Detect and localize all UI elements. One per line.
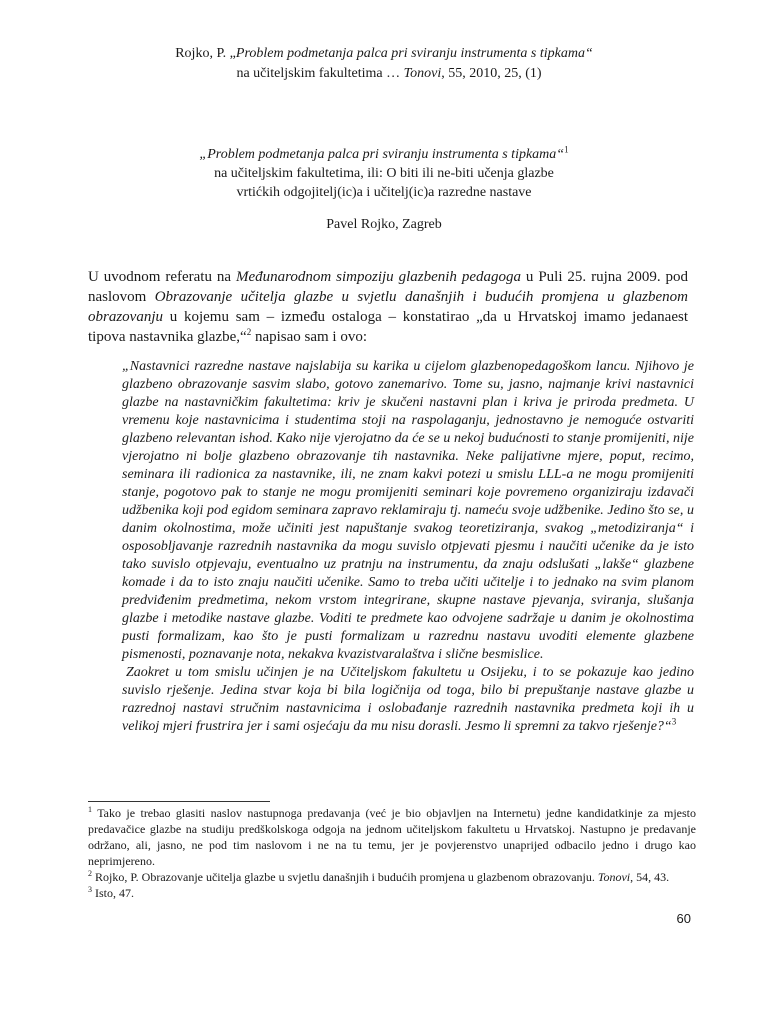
footnote-separator bbox=[88, 801, 270, 802]
title-line-1: „Problem podmetanja palca pri sviranju instrumenta s tipkama“$^1$ bbox=[199, 144, 569, 162]
title-line-2: na učiteljskim fakultetima, ili: O biti ili ne-biti učenja glazbe bbox=[214, 166, 554, 181]
footnote-ref-2[interactable]: 2 bbox=[246, 327, 252, 337]
footnote-1: $^1$ Tako je trebao glasiti naslov nastupnoga predavanja (već je bio objavljen na Internetu) jedne kandidatkinje za mjesto predavačice glazbe na studiju predškolskoga odgoja na jednom učiteljskom fakultetu u Hrvatskoj. Nastupno je predavanje održano, ali, jasno, ne pod tim naslovom i ne na tu temu, jer je povjerenstvo unaprijed odbacilo jedno i drugo kao neprimjereno. bbox=[88, 805, 696, 868]
running-header bbox=[0, 44, 768, 84]
quote-paragraph-1: „Nastavnici razredne nastave najslabija su karika u cijelom glazbenopedagoškom lancu. Njihovo je glazbeno obrazovanje sasvim slabo, gotovo zanemarivo. Tome su, jasno, najmanje krivi nastavnici glazbe na nastavničkim fakultetima: kriv je skučeni nastavni plan i kriva je priroda predmeta. U vremenu koje nastavnicima i studentima stoji na raspolaganju, jednostavno je nemoguće ostvariti glazbeno relevantan ishod. Kako nije vjerojatno da će se u nekoj budućnosti to stanje promijeniti, nije vjerojatno ni bolje glazbeno obrazovanje tih nastavnika. Neke palijativne mjere, poput, recimo, seminara ili radionica za nastavnike, ili, ne znam kakvi potezi u smislu LLL-a ne mogu promijeniti stanje, pogotovo pak to stanje ne mogu promijeniti seminari koje povremeno organiziraju izdavači udžbenika koji pod egidom seminara zapravo reklamiraju tj. nameću svoje udžbenike. Jedino što se, u danim okolnostima, može učiniti jest napuštanje svakog teoretiziranja, svakog „metodiziranja“ i osposobljavanje razrednih nastavnika da mogu suvislo otpjevati pjesmu i naučiti učenike da je isto tako suvislo otpjevaju, eventualno uz pratnju na instrumentu, da znaju odslušati „lakše“ glazbene komade i da to isto znaju naučiti učenike. Samo to treba učiti učitelje i to jednako na svim planom predviđenim predmetima, nekom vrstom integrirane, skupne nastave pjevanja, sviranja, slušanja glazbe i metodike nastave glazbe. Voditi te predmete kao odvojene sadržaje u danim je okolnostima pusti formalizam, kao što je pusti formalizam u razrednu nastavu uvoditi elemente glazbene pismenosti, poznavanje nota, nekakva kvazistvaralaštva i slične besmislice. bbox=[122, 359, 694, 662]
article-title bbox=[0, 145, 768, 202]
running-header-journal: Tonovi bbox=[403, 66, 442, 81]
intro-paragraph: U uvodnom referatu na Međunarodnom simpoziju glazbenih pedagoga u Puli 25. rujna 2009. pod naslovom Obrazovanje učitelja glazbe u svjetlu današnjih i budućih promjena u glazbenom obrazovanju u kojemu sam – između ostaloga – konstatirao „da u Hrvatskoj imamo jedanaest tipova nastavnika glazbe,“$^2$ napisao sam i ovo: bbox=[88, 269, 689, 345]
running-header-line-2: na učiteljskim fakultetima … Tonovi, 55, 2010, 25, (1) bbox=[236, 66, 542, 81]
footnotes bbox=[88, 805, 696, 901]
author-line: Pavel Rojko, Zagreb bbox=[326, 217, 442, 232]
footnote-ref-3[interactable]: 3 bbox=[671, 716, 677, 727]
block-quote bbox=[122, 358, 694, 736]
page-number: 60 bbox=[676, 911, 691, 926]
footnote-3: $^3$ Isto, 47. bbox=[88, 885, 134, 900]
footnote-2: $^2$ Rojko, P. Obrazovanje učitelja glazbe u svjetlu današnjih i budućih promjena u glazbenom obrazovanju. Tonovi, 54, 43. bbox=[88, 869, 670, 884]
quote-paragraph-2: Zaokret u tom smislu učinjen je na Učiteljskom fakultetu u Osijeku, i to se pokazuje kao jedino suvislo rješenje. Jedina stvar koja bi bila logičnija od toga, bilo bi prepuštanje nastave glazbe u razrednoj nastavi stručnim nastavnicima i oslobađanje razrednih nastavnika predmeta koji ih u velikoj mjeri frustrira jer i sami osjećaju da mu nisu dorasli. Jesmo li spremni za takvo rješenje?“$^3$ bbox=[122, 665, 694, 734]
running-header-line-1: Rojko, P. „Problem podmetanja palca pri sviranju instrumenta s tipkama“ bbox=[175, 46, 593, 61]
title-line-3: vrtićkih odgojitelj(ic)a i učitelj(ic)a razredne nastave bbox=[236, 185, 532, 200]
footnote-ref-1[interactable]: 1 bbox=[564, 144, 569, 155]
running-header-title: Problem podmetanja palca pri sviranju instrumenta s tipkama“ bbox=[235, 46, 593, 61]
